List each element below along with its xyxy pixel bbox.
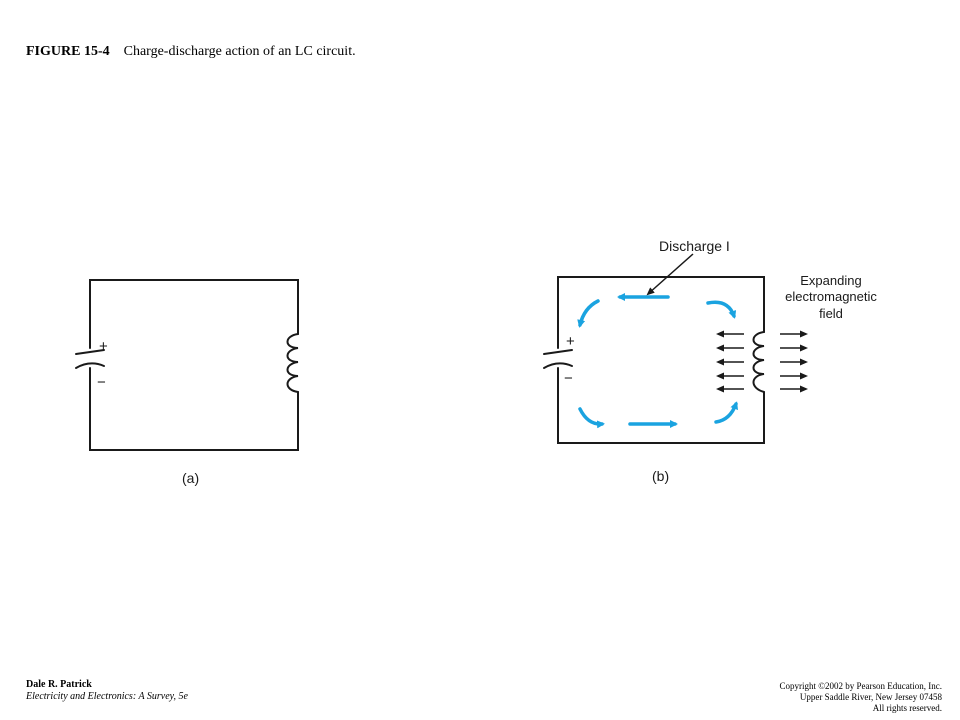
panel-b-inductor-coil bbox=[754, 332, 765, 392]
field-label-line3: field bbox=[819, 306, 843, 321]
copyright-address: Upper Saddle River, New Jersey 07458 bbox=[799, 692, 942, 702]
panel-b-minus: − bbox=[564, 370, 573, 387]
panel-b-plus: + bbox=[566, 333, 575, 350]
copyright-rights: All rights reserved. bbox=[872, 703, 942, 713]
panel-b-wire-bottom bbox=[558, 368, 764, 443]
figure-caption: Charge-discharge action of an LC circuit. bbox=[123, 44, 356, 59]
discharge-label: Discharge I bbox=[659, 238, 730, 254]
footer-author: Dale R. Patrick bbox=[26, 679, 92, 690]
field-label-line1: Expanding bbox=[800, 273, 862, 288]
current-arrow-bottom-right bbox=[716, 404, 736, 422]
discharge-pointer-arrow bbox=[648, 254, 693, 294]
panel-a-circuit bbox=[76, 280, 298, 450]
panel-a-inductor-coil bbox=[288, 334, 299, 392]
copyright-line: Copyright ©2002 by Pearson Education, Inc. bbox=[779, 681, 942, 691]
field-arrows-left bbox=[718, 334, 744, 389]
footer-copyright bbox=[779, 681, 942, 714]
current-arrow-top-left bbox=[580, 301, 598, 325]
panel-b-circuit bbox=[544, 277, 764, 443]
discharge-current-arrows bbox=[580, 297, 736, 424]
field-arrows-right bbox=[780, 334, 806, 389]
panel-a-minus: − bbox=[97, 374, 106, 391]
current-arrow-top-right bbox=[708, 302, 734, 316]
field-label-line2: electromagnetic bbox=[785, 289, 877, 304]
figure-number: FIGURE 15-4 bbox=[26, 44, 110, 59]
footer-book-title: Electricity and Electronics: A Survey, 5e bbox=[26, 691, 188, 702]
field-label bbox=[785, 273, 877, 321]
current-arrow-bottom-left bbox=[580, 409, 602, 424]
panel-a-wire-bottom bbox=[90, 368, 298, 450]
panel-a-plus: + bbox=[99, 338, 108, 355]
panel-b-label: (b) bbox=[652, 468, 670, 484]
panel-a-label: (a) bbox=[182, 470, 200, 486]
panel-a-wire bbox=[90, 280, 298, 348]
panel-b-capacitor-plate-top bbox=[544, 350, 572, 354]
footer-credit bbox=[26, 679, 188, 703]
